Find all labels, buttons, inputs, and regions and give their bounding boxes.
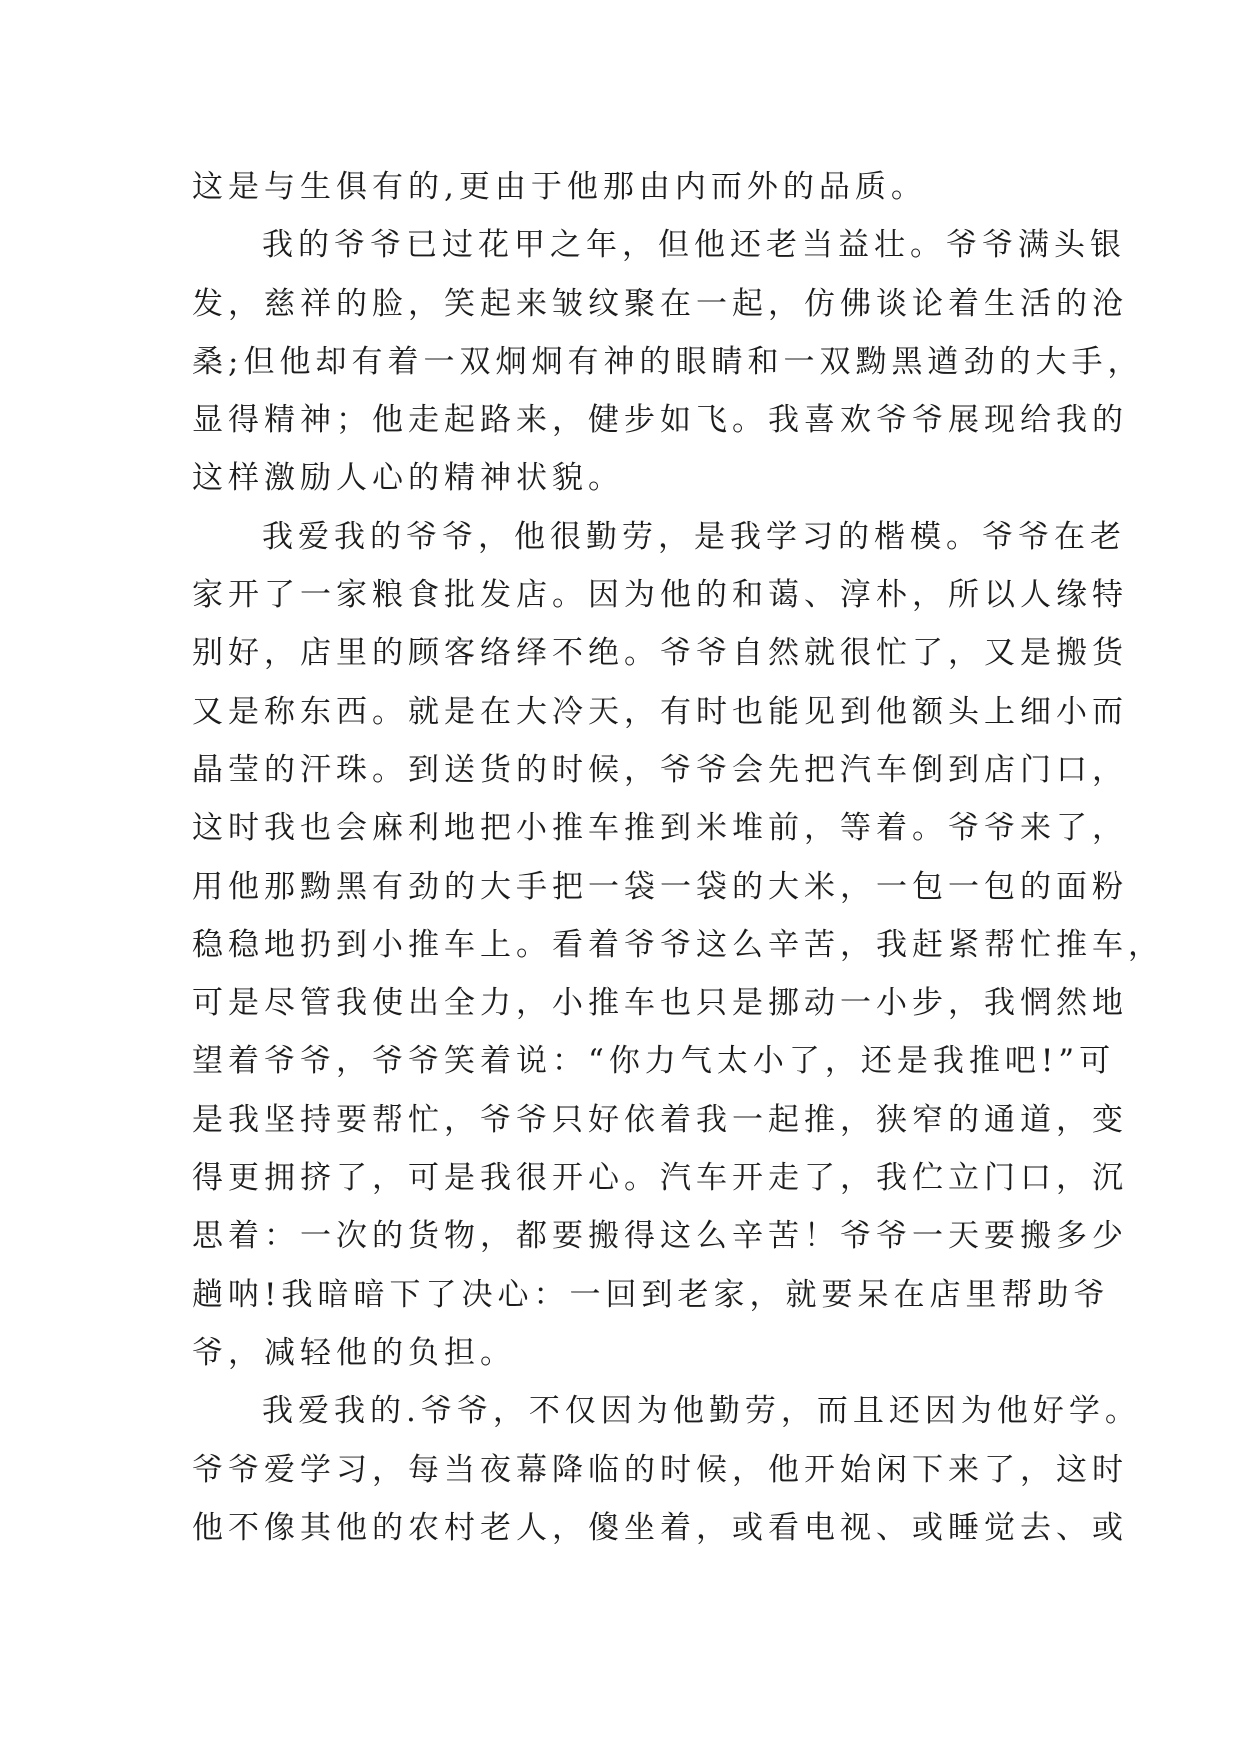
text-line: 趟呐!我暗暗下了决心：一回到老家，就要呆在店里帮助爷 [192,1276,1110,1313]
text-line: 晶莹的汗珠。到送货的时候，爷爷会先把汽车倒到店门口， [192,751,1128,788]
text-line: 爷爷爱学习，每当夜幕降临的时候，他开始闲下来了，这时 [192,1451,1128,1488]
text-line: 我爱我的.爷爷，不仅因为他勤劳，而且还因为他好学。 [262,1393,1141,1430]
text-line: 望着爷爷，爷爷笑着说：“你力气太小了，还是我推吧!”可 [192,1043,1116,1080]
text-line: 这是与生俱有的,更由于他那由内而外的品质。 [192,169,927,205]
text-line: 这时我也会麻利地把小推车推到米堆前，等着。爷爷来了， [192,810,1128,847]
text-line: 得更拥挤了，可是我很开心。汽车开走了，我伫立门口，沉 [192,1160,1128,1197]
text-line: 桑;但他却有着一双炯炯有神的眼睛和一双黝黑遒劲的大手， [192,343,1144,380]
text-line: 这样激励人心的精神状貌。 [192,460,624,497]
text-line: 家开了一家粮食批发店。因为他的和蔼、淳朴，所以人缘特 [192,577,1128,614]
document-body [192,158,1164,1557]
text-line: 我爱我的爷爷，他很勤劳，是我学习的楷模。爷爷在老 [262,518,1126,555]
text-line: 发，慈祥的脸，笑起来皱纹聚在一起，仿佛谈论着生活的沧 [192,285,1128,322]
text-line: 思着：一次的货物，都要搬得这么辛苦！爷爷一天要搬多少 [192,1218,1128,1255]
text-line: 他不像其他的农村老人，傻坐着，或看电视、或睡觉去、或 [192,1509,1128,1546]
text-line: 用他那黝黑有劲的大手把一袋一袋的大米，一包一包的面粉 [192,868,1128,905]
text-line: 是我坚持要帮忙，爷爷只好依着我一起推，狭窄的通道，变 [192,1101,1128,1138]
text-line: 我的爷爷已过花甲之年，但他还老当益壮。爷爷满头银 [262,227,1126,264]
text-line: 可是尽管我使出全力，小推车也只是挪动一小步，我惘然地 [192,985,1128,1022]
text-line: 又是称东西。就是在大冷天，有时也能见到他额头上细小而 [192,693,1128,730]
text-line: 爷，减轻他的负担。 [192,1334,516,1371]
text-line: 稳稳地扔到小推车上。看着爷爷这么辛苦，我赶紧帮忙推车， [192,926,1164,963]
text-line: 显得精神；他走起路来，健步如飞。我喜欢爷爷展现给我的 [192,402,1128,439]
text-line: 别好，店里的顾客络绎不绝。爷爷自然就很忙了，又是搬货 [192,635,1128,672]
